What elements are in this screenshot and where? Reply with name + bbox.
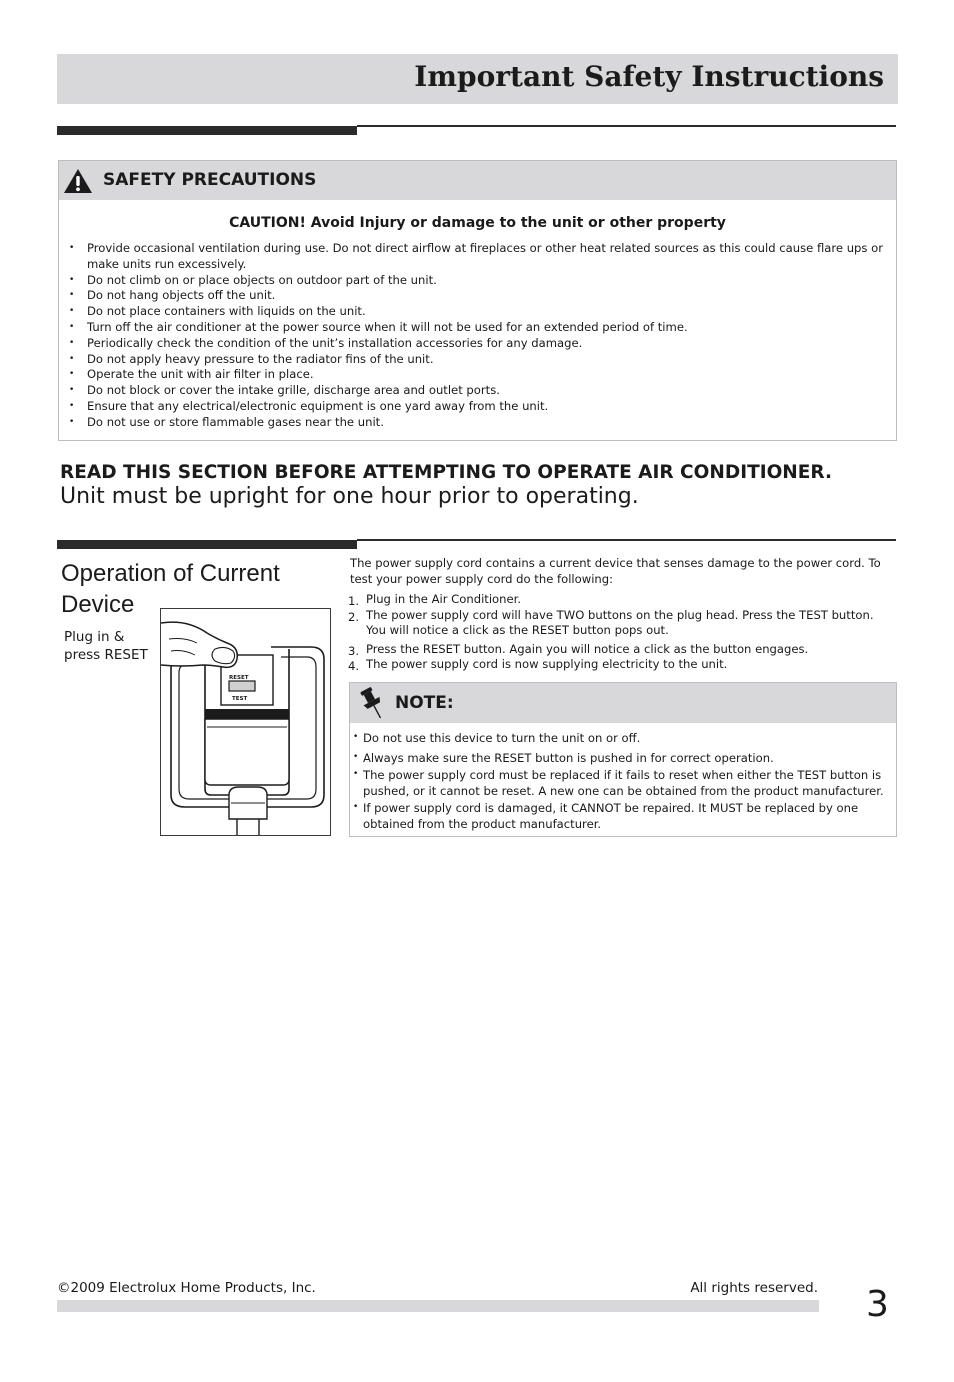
step-item <box>350 657 890 673</box>
page-number: 3 <box>866 1284 889 1325</box>
step-item <box>350 592 890 608</box>
step-number: 4. <box>348 659 360 673</box>
section-rule-thin <box>357 125 896 127</box>
section-rule-thin-2 <box>357 539 896 541</box>
step-text: The power supply cord will have TWO buttons on the plug head. Press the TEST button. You will notice a click as the RESET button pops out. <box>366 607 874 637</box>
reset-label: RESET <box>229 675 249 681</box>
step-text: The power supply cord is now supplying electricity to the unit. <box>366 657 728 671</box>
note-heading: NOTE: <box>395 693 454 713</box>
read-section-subheading: Unit must be upright for one hour prior to operating. <box>60 484 639 509</box>
plug-illustration <box>160 608 331 836</box>
safety-precautions-heading: SAFETY PRECAUTIONS <box>103 170 317 190</box>
step-text: Press the RESET button. Again you will notice a click as the button engages. <box>366 641 809 656</box>
title-bar <box>57 54 898 104</box>
safety-item: • Periodically check the condition of the unit’s installation accessories for any damage. <box>69 336 897 352</box>
safety-item: • Operate the unit with air filter in place. <box>69 367 897 383</box>
safety-item: • Provide occasional ventilation during use. Do not direct airflow at fireplaces or other heat related sources as this could cause flare ups or make units run excessively. <box>69 241 897 273</box>
operation-title: Operation of Current Device <box>61 560 280 618</box>
safety-item: • Do not hang objects off the unit. <box>69 288 897 304</box>
read-section-heading: READ THIS SECTION BEFORE ATTEMPTING TO OPERATE AIR CONDITIONER. <box>60 462 833 483</box>
note-item: • The power supply cord must be replaced if it fails to reset when either the TEST button is pushed, or it cannot be reset. A new one can be obtained from the product manufacturer. <box>353 768 893 799</box>
step-text: Plug in the Air Conditioner. <box>366 592 522 606</box>
footer-bar <box>57 1300 819 1312</box>
pushpin-icon <box>359 686 385 722</box>
image-caption: Plug in & press RESET <box>64 629 148 663</box>
safety-precautions-header <box>59 161 896 200</box>
rights-reserved: All rights reserved. <box>690 1280 818 1296</box>
safety-item: • Turn off the air conditioner at the power source when it will not be used for an extended period of time. <box>69 320 897 336</box>
plug-drawing <box>161 609 330 835</box>
copyright: ©2009 Electrolux Home Products, Inc. <box>57 1280 316 1296</box>
note-box <box>349 682 897 837</box>
safety-precautions-box <box>58 160 897 441</box>
note-header <box>350 683 896 723</box>
test-label: TEST <box>232 696 248 702</box>
section-rule-thick <box>57 126 357 135</box>
safety-item: • Do not apply heavy pressure to the radiator fins of the unit. <box>69 352 897 368</box>
page-title: Important Safety Instructions <box>414 60 884 93</box>
safety-item: • Ensure that any electrical/electronic equipment is one yard away from the unit. <box>69 399 897 415</box>
operation-steps <box>350 592 890 673</box>
step-item <box>350 608 890 639</box>
step-number: 2. <box>348 609 360 624</box>
note-item: • If power supply cord is damaged, it CANNOT be repaired. It MUST be replaced by one obtained from the product manufacturer. <box>353 801 893 832</box>
caution-text: CAUTION! Avoid Injury or damage to the unit or other property <box>229 215 726 231</box>
safety-list <box>69 241 897 431</box>
operation-intro: The power supply cord contains a current device that senses damage to the power cord. To test your power supply cord do the following: <box>350 556 881 586</box>
safety-item: • Do not climb on or place objects on outdoor part of the unit. <box>69 273 897 289</box>
safety-item: • Do not use or store flammable gases near the unit. <box>69 415 897 431</box>
section-rule-thick-2 <box>57 540 357 549</box>
safety-item: • Do not place containers with liquids on the unit. <box>69 304 897 320</box>
step-number: 3. <box>348 643 360 658</box>
note-item: • Always make sure the RESET button is pushed in for correct operation. <box>353 751 893 767</box>
step-item <box>350 642 890 658</box>
step-number: 1. <box>348 594 360 608</box>
safety-item: • Do not block or cover the intake grille, discharge area and outlet ports. <box>69 383 897 399</box>
note-list <box>353 731 893 834</box>
note-item: • Do not use this device to turn the unit on or off. <box>353 731 893 747</box>
warning-icon <box>63 168 93 194</box>
